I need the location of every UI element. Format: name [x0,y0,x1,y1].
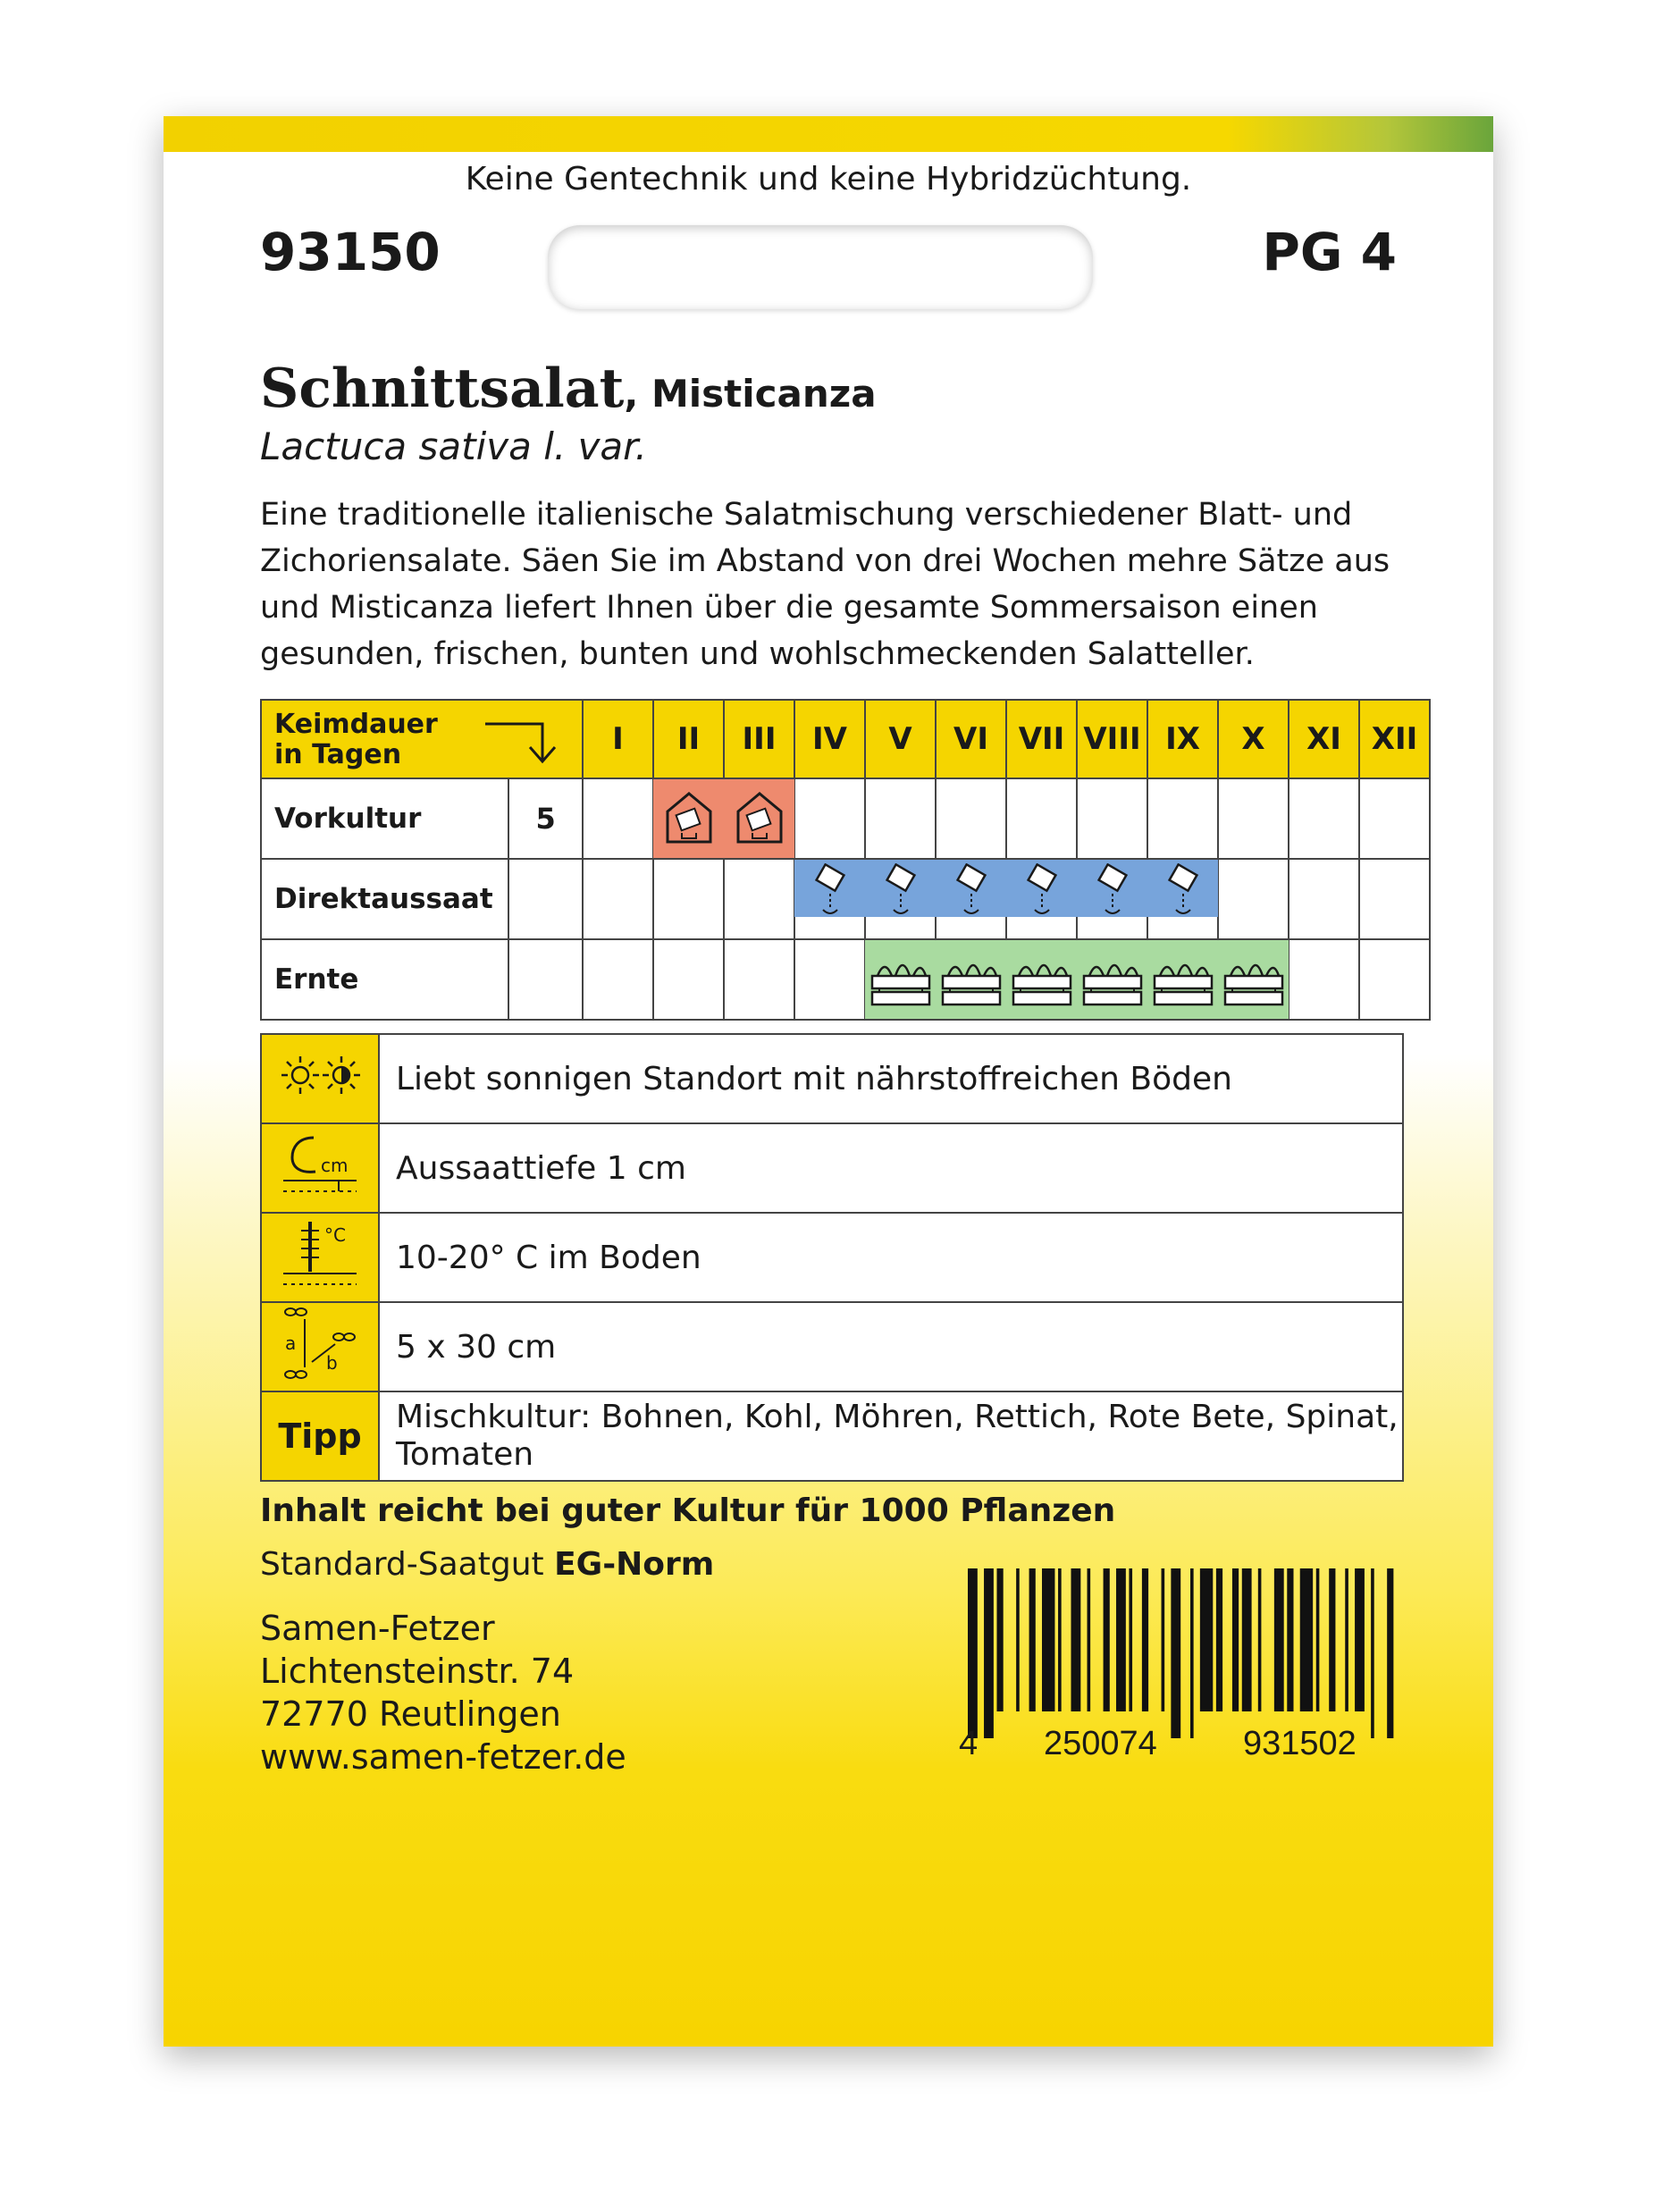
barcode-bar [1329,1568,1335,1711]
barcode-bar [984,1568,994,1738]
direktaussaat-cell-month-7 [1006,859,1077,939]
harvest-crate-icon [1080,953,1145,1010]
barcode-bar [1200,1568,1213,1711]
vorkultur-cell-month-8 [1077,778,1147,859]
month-7: VII [1006,700,1077,778]
keimdauer-header [261,700,583,778]
seed-packet-sow-icon [1163,863,1203,935]
latin-name: Lactuca sativa l. var. [260,425,647,468]
barcode-bar [1216,1568,1222,1711]
month-9: IX [1147,700,1218,778]
product-variety: , Misticanza [624,372,877,416]
product-description: Eine traditionelle italienische Salatmischung verschiedener Blatt- und Zichoriensalate. Säen Sie im Abstand von drei Wochen mehre Sätze aus und Misticanza liefert Ihnen über die gesamte Sommersaison einen gesunden, frischen, bunten und wohlschmeckenden Salatteller. [260,497,1390,672]
direktaussaat-cell-month-1 [583,859,653,939]
info-row-temperature [261,1213,1403,1302]
growing-info-table [260,1033,1404,1482]
calendar-header-row [261,700,1430,778]
standard-note [260,1546,714,1583]
row-label: Direktaussaat [261,859,508,939]
vorkultur-cell-month-1 [583,778,653,859]
ernte-cell-month-11 [1289,939,1359,1020]
info-row-tip [261,1391,1403,1481]
month-2: II [653,700,724,778]
barcode-bar [1242,1568,1252,1711]
direktaussaat-cell-month-6 [936,859,1006,939]
company-street: Lichtensteinstr. 74 [260,1652,575,1691]
barcode-bar [1371,1568,1374,1738]
barcode-bar [1232,1568,1239,1711]
direktaussaat-cell-month-8 [1077,859,1147,939]
content-note: Inhalt reicht bei guter Kultur für 1000 Pflanzen [260,1492,1116,1529]
barcode-bar [1316,1568,1320,1711]
harvest-crate-icon [869,953,933,1010]
vorkultur-cell-month-2 [653,778,724,859]
temp-unit-label: °C [324,1223,346,1246]
month-10: X [1218,700,1289,778]
ernte-cell-month-5 [865,939,936,1020]
barcode-bar [1104,1568,1110,1711]
direktaussaat-cell-month-3 [724,859,794,939]
vorkultur-cell-month-10 [1218,778,1289,859]
month-11: XI [1289,700,1359,778]
germination-days: 5 [508,778,583,859]
company-name: Samen-Fetzer [260,1609,495,1648]
tip-label: Tipp [261,1391,379,1481]
month-6: VI [936,700,1006,778]
direktaussaat-cell-month-11 [1289,859,1359,939]
sun-halfsun-icon [261,1034,379,1123]
barcode-bar [1042,1568,1054,1711]
ernte-cell-month-3 [724,939,794,1020]
sowing-depth-icon [261,1123,379,1213]
direktaussaat-cell-month-9 [1147,859,1218,939]
vorkultur-cell-month-11 [1289,778,1359,859]
barcode-bar [1071,1568,1080,1711]
month-8: VIII [1077,700,1147,778]
barcode-bar [1190,1568,1194,1738]
direktaussaat-cell-month-5 [865,859,936,939]
barcode-bar [1171,1568,1180,1738]
barcode-bar [1287,1568,1293,1711]
barcode-bar [1345,1568,1348,1711]
arrow-down-right-icon [483,717,564,765]
greenhouse-seed-icon [735,790,785,845]
direktaussaat-cell-month-10 [1218,859,1289,939]
ernte-cell-month-7 [1006,939,1077,1020]
month-5: V [865,700,936,778]
row-label: Ernte [261,939,508,1020]
ernte-cell-month-9 [1147,939,1218,1020]
tip-text: Mischkultur: Bohnen, Kohl, Möhren, Rettich, Rote Bete, Spinat, Tomaten [379,1391,1403,1481]
barcode-bar [1162,1568,1165,1711]
barcode-bar [1300,1568,1313,1711]
company-website: www.samen-fetzer.de [260,1737,626,1777]
depth-text: Aussaattiefe 1 cm [379,1123,1403,1213]
plant-spacing-icon [261,1302,379,1391]
location-text: Liebt sonnigen Standort mit nährstoffreichen Böden [379,1034,1403,1123]
sowing-calendar [260,699,1431,1021]
seed-packet-sow-icon [952,863,991,935]
soil-temperature-icon [261,1213,379,1302]
company-address [260,1607,626,1778]
calendar-row-vorkultur [261,778,1430,859]
vorkultur-cell-month-9 [1147,778,1218,859]
row-label: Vorkultur [261,778,508,859]
barcode-group-left: 250074 [1044,1725,1157,1762]
ernte-cell-month-10 [1218,939,1289,1020]
standard-prefix: Standard-Saatgut [260,1546,555,1583]
seed-packet-sow-icon [881,863,920,935]
ernte-cell-month-1 [583,939,653,1020]
seed-packet-back [164,116,1493,2047]
spacing-a-label: a [285,1332,297,1354]
ernte-cell-month-12 [1359,939,1430,1020]
article-number: 93150 [260,222,441,282]
info-row-depth [261,1123,1403,1213]
month-1: I [583,700,653,778]
calendar-row-ernte [261,939,1430,1020]
month-4: IV [794,700,865,778]
depth-unit-label: cm [321,1154,349,1176]
vorkultur-cell-month-7 [1006,778,1077,859]
company-city: 72770 Reutlingen [260,1694,561,1734]
barcode-bar [968,1568,978,1738]
vorkultur-cell-month-5 [865,778,936,859]
barcode-bar [996,1568,1003,1711]
ernte-cell-month-4 [794,939,865,1020]
vorkultur-cell-month-12 [1359,778,1430,859]
ernte-cell-month-6 [936,939,1006,1020]
calendar-row-direktaussaat [261,859,1430,939]
barcode-bar [1142,1568,1148,1711]
barcode-bar [1058,1568,1062,1711]
vorkultur-cell-month-6 [936,778,1006,859]
package-group: PG 4 [1262,222,1397,282]
info-row-location [261,1034,1403,1123]
barcode-bar [1116,1568,1126,1711]
seed-packet-sow-icon [1093,863,1132,935]
product-title [260,357,877,420]
barcode-bar [1029,1568,1036,1711]
spacing-text: 5 x 30 cm [379,1302,1403,1391]
top-stripe [164,116,1493,152]
harvest-crate-icon [1010,953,1074,1010]
barcode-digit-first: 4 [959,1725,979,1762]
ernte-cell-month-8 [1077,939,1147,1020]
barcode-bar [1355,1568,1365,1711]
keimdauer-label: Keimdauer [274,709,438,740]
harvest-crate-icon [939,953,1004,1010]
seed-packet-sow-icon [1022,863,1062,935]
temperature-text: 10-20° C im Boden [379,1213,1403,1302]
vorkultur-cell-month-3 [724,778,794,859]
direktaussaat-cell-month-12 [1359,859,1430,939]
barcode-bar [1387,1568,1393,1738]
ean-barcode [968,1568,1397,1738]
barcode-bar [1016,1568,1020,1711]
harvest-crate-icon [1222,953,1286,1010]
standard-norm: EG-Norm [554,1546,715,1583]
gmo-note: Keine Gentechnik und keine Hybridzüchtung. [465,161,1192,198]
keimdauer-unit-label: in Tagen [274,739,402,770]
hanging-slot [548,225,1093,309]
germination-days [508,859,583,939]
barcode-bar [1129,1568,1132,1711]
seed-packet-sow-icon [811,863,850,935]
greenhouse-seed-icon [664,790,714,845]
germination-days [508,939,583,1020]
month-12: XII [1359,700,1430,778]
direktaussaat-cell-month-4 [794,859,865,939]
barcode-bar [1088,1568,1091,1711]
barcode-bar [1258,1568,1262,1711]
info-row-spacing [261,1302,1403,1391]
vorkultur-cell-month-4 [794,778,865,859]
barcode-bar [1274,1568,1284,1711]
harvest-crate-icon [1151,953,1215,1010]
ernte-cell-month-2 [653,939,724,1020]
spacing-b-label: b [326,1351,338,1374]
barcode-group-right: 931502 [1243,1725,1357,1762]
direktaussaat-cell-month-2 [653,859,724,939]
product-name: Schnittsalat [260,357,625,420]
month-3: III [724,700,794,778]
